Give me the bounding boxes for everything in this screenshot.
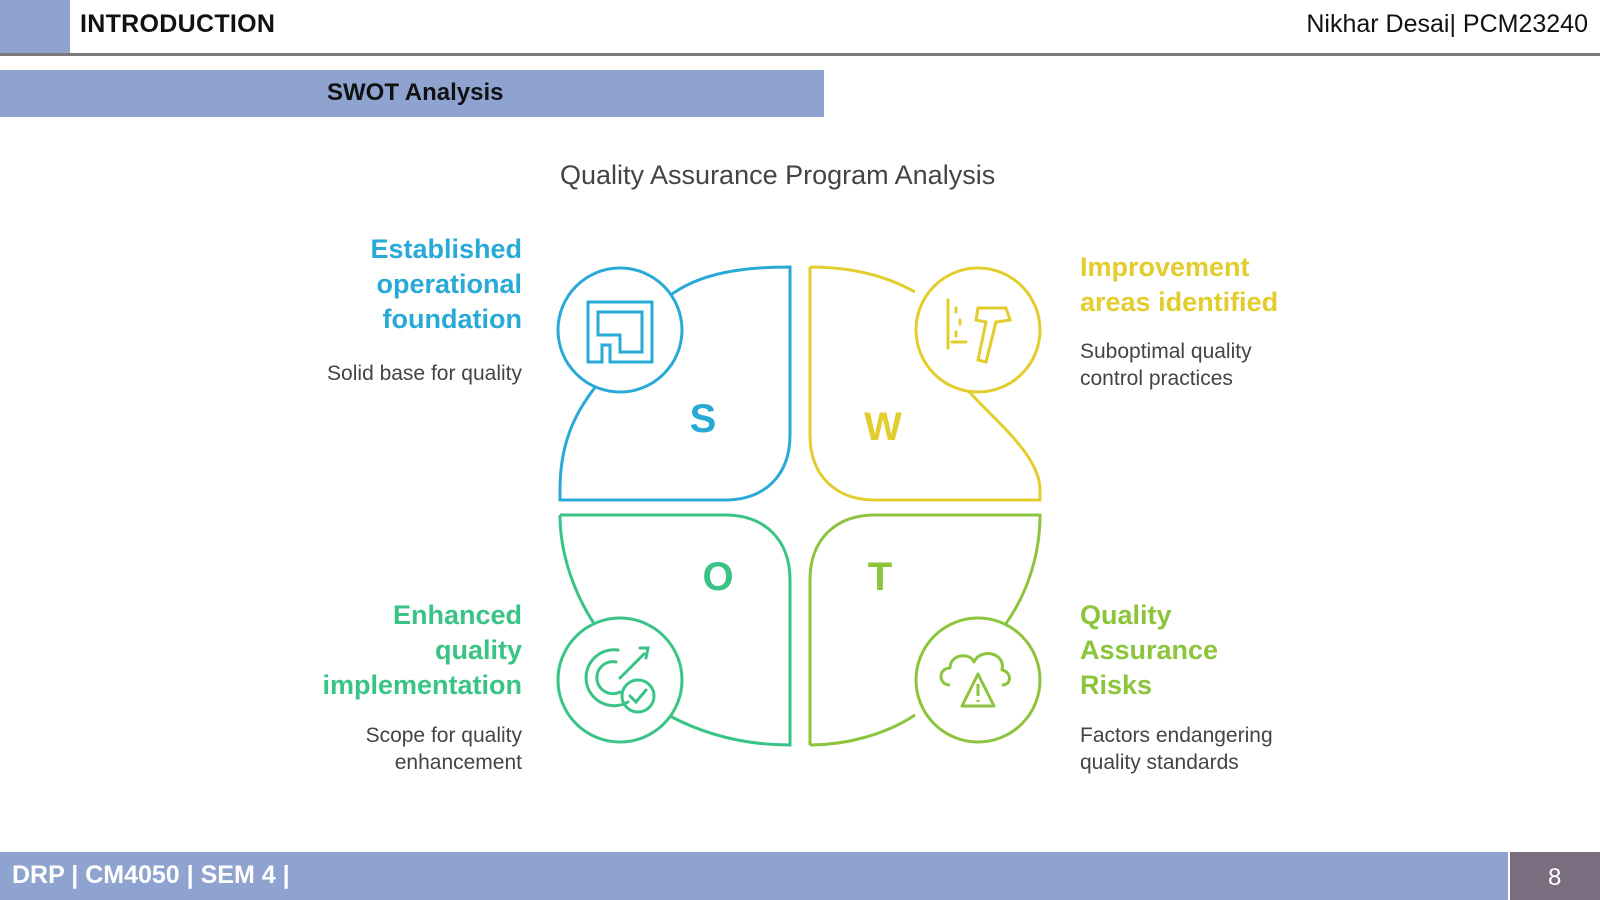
page-number: 8	[1548, 864, 1562, 891]
opportunity-description: Scope for quality enhancement	[365, 724, 522, 774]
threat-description: Factors endangering quality standards	[1080, 724, 1273, 774]
threat-heading: Quality Assurance Risks	[1080, 600, 1219, 700]
weakness-letter: W	[864, 405, 902, 449]
strength-heading: Established operational foundation	[370, 234, 522, 334]
threat-letter: T	[867, 555, 893, 599]
header-divider	[0, 53, 1600, 56]
footer-course-label: DRP | CM4050 | SEM 4 |	[12, 861, 290, 889]
author-label: Nikhar Desai| PCM23240	[1306, 10, 1588, 38]
opportunity-letter: O	[702, 555, 734, 599]
diagram-title: Quality Assurance Program Analysis	[560, 160, 996, 190]
weakness-heading: Improvement areas identified	[1080, 252, 1279, 317]
opportunity-heading: Enhanced quality implementation	[322, 600, 522, 700]
header-accent-block	[0, 0, 70, 54]
weakness-circle	[916, 268, 1040, 392]
section-title: SWOT Analysis	[327, 79, 504, 106]
swot-diagram	[540, 250, 1060, 760]
weakness-description: Suboptimal quality control practices	[1080, 340, 1252, 390]
threat-circle	[916, 618, 1040, 742]
strength-description: Solid base for quality	[327, 362, 522, 385]
strength-circle	[558, 268, 682, 392]
slide-header-title: INTRODUCTION	[80, 10, 276, 38]
opportunity-circle	[558, 618, 682, 742]
strength-letter: S	[689, 397, 717, 441]
